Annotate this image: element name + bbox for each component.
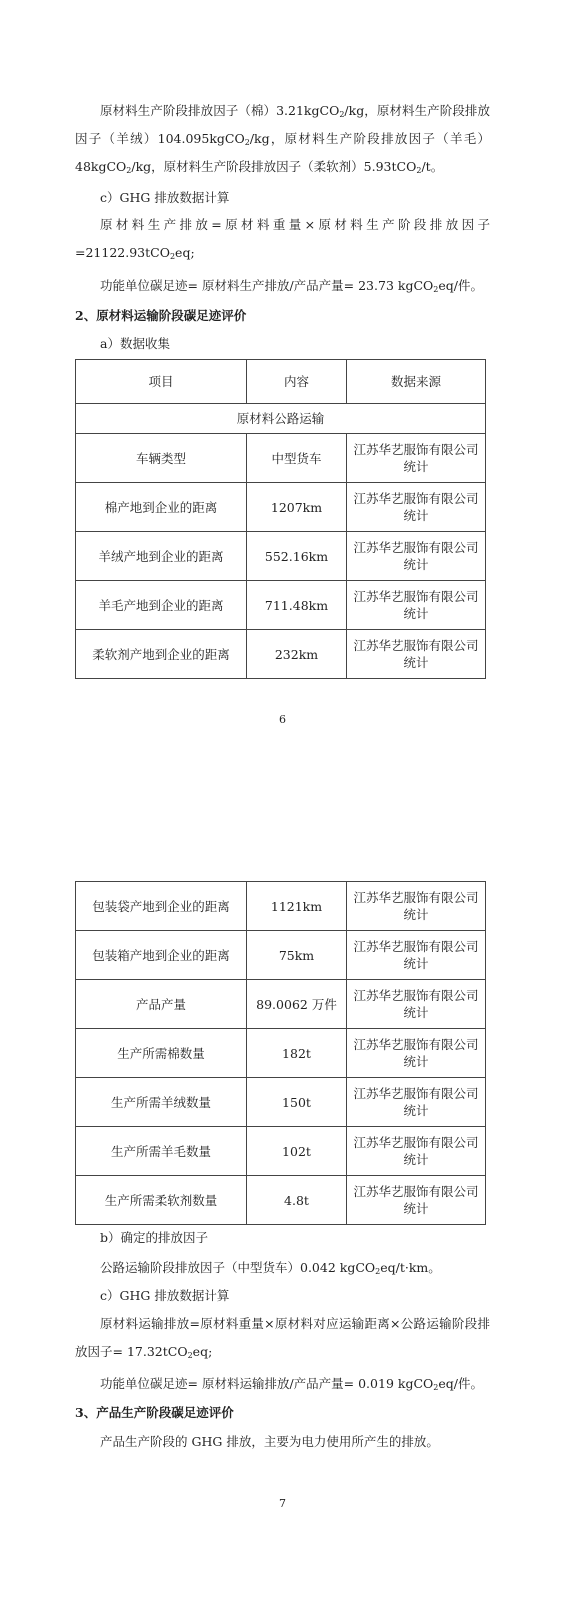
emission-factors-paragraph: 原材料生产阶段排放因子（棉）3.21kgCO$_2$/kg，原材料生产阶段排放因子（羊绒）104.095kgCO$_2$/kg，原材料生产阶段排放因子（羊毛）48kgCO$_2$/kg，原材料生产阶段排放因子（柔软剂）5.93tCO$_2$/t。 [75, 103, 490, 175]
row-item: 生产所需棉数量 [76, 1029, 247, 1078]
row-content: 102t [247, 1127, 347, 1176]
row-content: 75km [247, 931, 347, 980]
transport-data-table [75, 359, 486, 679]
table-row [76, 1127, 486, 1176]
row-item: 包装袋产地到企业的距离 [76, 882, 247, 931]
road-transport-label: 原材料公路运输 [76, 404, 486, 434]
table-row [76, 581, 486, 630]
row-source: 江苏华艺服饰有限公司统计 [347, 980, 486, 1029]
road-transport-factor: 公路运输阶段排放因子（中型货车）0.042 kgCO$_2$eq/t·km。 [100, 1260, 441, 1276]
row-source: 江苏华艺服饰有限公司统计 [347, 1029, 486, 1078]
row-content: 552.16km [247, 532, 347, 581]
row-source: 江苏华艺服饰有限公司统计 [347, 882, 486, 931]
page-number: 6 [279, 713, 286, 726]
data-collection-heading: a）数据收集 [100, 336, 170, 351]
production-emission-paragraph: 原材料生产排放=原材料重量×原材料生产阶段排放因子=21122.93tCO$_2$eq; [75, 217, 490, 261]
table-header-row [76, 360, 486, 404]
document-page-7 [0, 800, 565, 1600]
row-item: 柔软剂产地到企业的距离 [76, 630, 247, 679]
row-item: 生产所需柔软剂数量 [76, 1176, 247, 1225]
table-row [76, 1029, 486, 1078]
row-source: 江苏华艺服饰有限公司统计 [347, 532, 486, 581]
table-row [76, 483, 486, 532]
row-content: 1121km [247, 882, 347, 931]
row-content: 中型货车 [247, 434, 347, 483]
ghg-calc-heading: c）GHG 排放数据计算 [100, 190, 230, 205]
table-row [76, 1176, 486, 1225]
section-2-title: 2、原材料运输阶段碳足迹评价 [75, 308, 247, 323]
table-row [76, 1078, 486, 1127]
table-row [76, 980, 486, 1029]
row-content: 4.8t [247, 1176, 347, 1225]
ghg-calc-heading: c）GHG 排放数据计算 [100, 1288, 230, 1303]
row-content: 1207km [247, 483, 347, 532]
row-source: 江苏华艺服饰有限公司统计 [347, 434, 486, 483]
row-item: 生产所需羊毛数量 [76, 1127, 247, 1176]
row-item: 生产所需羊绒数量 [76, 1078, 247, 1127]
row-item: 产品产量 [76, 980, 247, 1029]
row-content: 182t [247, 1029, 347, 1078]
row-content: 711.48km [247, 581, 347, 630]
row-source: 江苏华艺服饰有限公司统计 [347, 630, 486, 679]
table-row [76, 630, 486, 679]
functional-unit-footprint: 功能单位碳足迹= 原材料运输排放/产品产量= 0.019 kgCO$_2$eq/件。 [100, 1376, 483, 1392]
table-span-row [76, 404, 486, 434]
row-item: 羊绒产地到企业的距离 [76, 532, 247, 581]
section-3-title: 3、产品生产阶段碳足迹评价 [75, 1405, 234, 1420]
row-source: 江苏华艺服饰有限公司统计 [347, 1127, 486, 1176]
row-source: 江苏华艺服饰有限公司统计 [347, 1176, 486, 1225]
functional-unit-footprint: 功能单位碳足迹= 原材料生产排放/产品产量= 23.73 kgCO$_2$eq/件。 [100, 278, 483, 294]
table-row [76, 931, 486, 980]
table-row [76, 882, 486, 931]
row-item: 车辆类型 [76, 434, 247, 483]
row-source: 江苏华艺服饰有限公司统计 [347, 581, 486, 630]
row-content: 150t [247, 1078, 347, 1127]
row-item: 棉产地到企业的距离 [76, 483, 247, 532]
section-3-text: 产品生产阶段的 GHG 排放，主要为电力使用所产生的排放。 [100, 1434, 439, 1449]
page-number: 7 [279, 1497, 286, 1510]
row-source: 江苏华艺服饰有限公司统计 [347, 483, 486, 532]
header-source: 数据来源 [347, 360, 486, 404]
row-content: 232km [247, 630, 347, 679]
transport-data-table-continued [75, 881, 486, 1225]
row-source: 江苏华艺服饰有限公司统计 [347, 931, 486, 980]
emission-factor-heading: b）确定的排放因子 [100, 1230, 209, 1245]
transport-emission-paragraph: 原材料运输排放=原材料重量×原材料对应运输距离×公路运输阶段排放因子= 17.32tCO$_2$eq; [75, 1316, 490, 1360]
row-item: 羊毛产地到企业的距离 [76, 581, 247, 630]
table-row [76, 434, 486, 483]
row-content: 89.0062 万件 [247, 980, 347, 1029]
row-source: 江苏华艺服饰有限公司统计 [347, 1078, 486, 1127]
table-row [76, 532, 486, 581]
header-content: 内容 [247, 360, 347, 404]
header-item: 项目 [76, 360, 247, 404]
row-item: 包装箱产地到企业的距离 [76, 931, 247, 980]
